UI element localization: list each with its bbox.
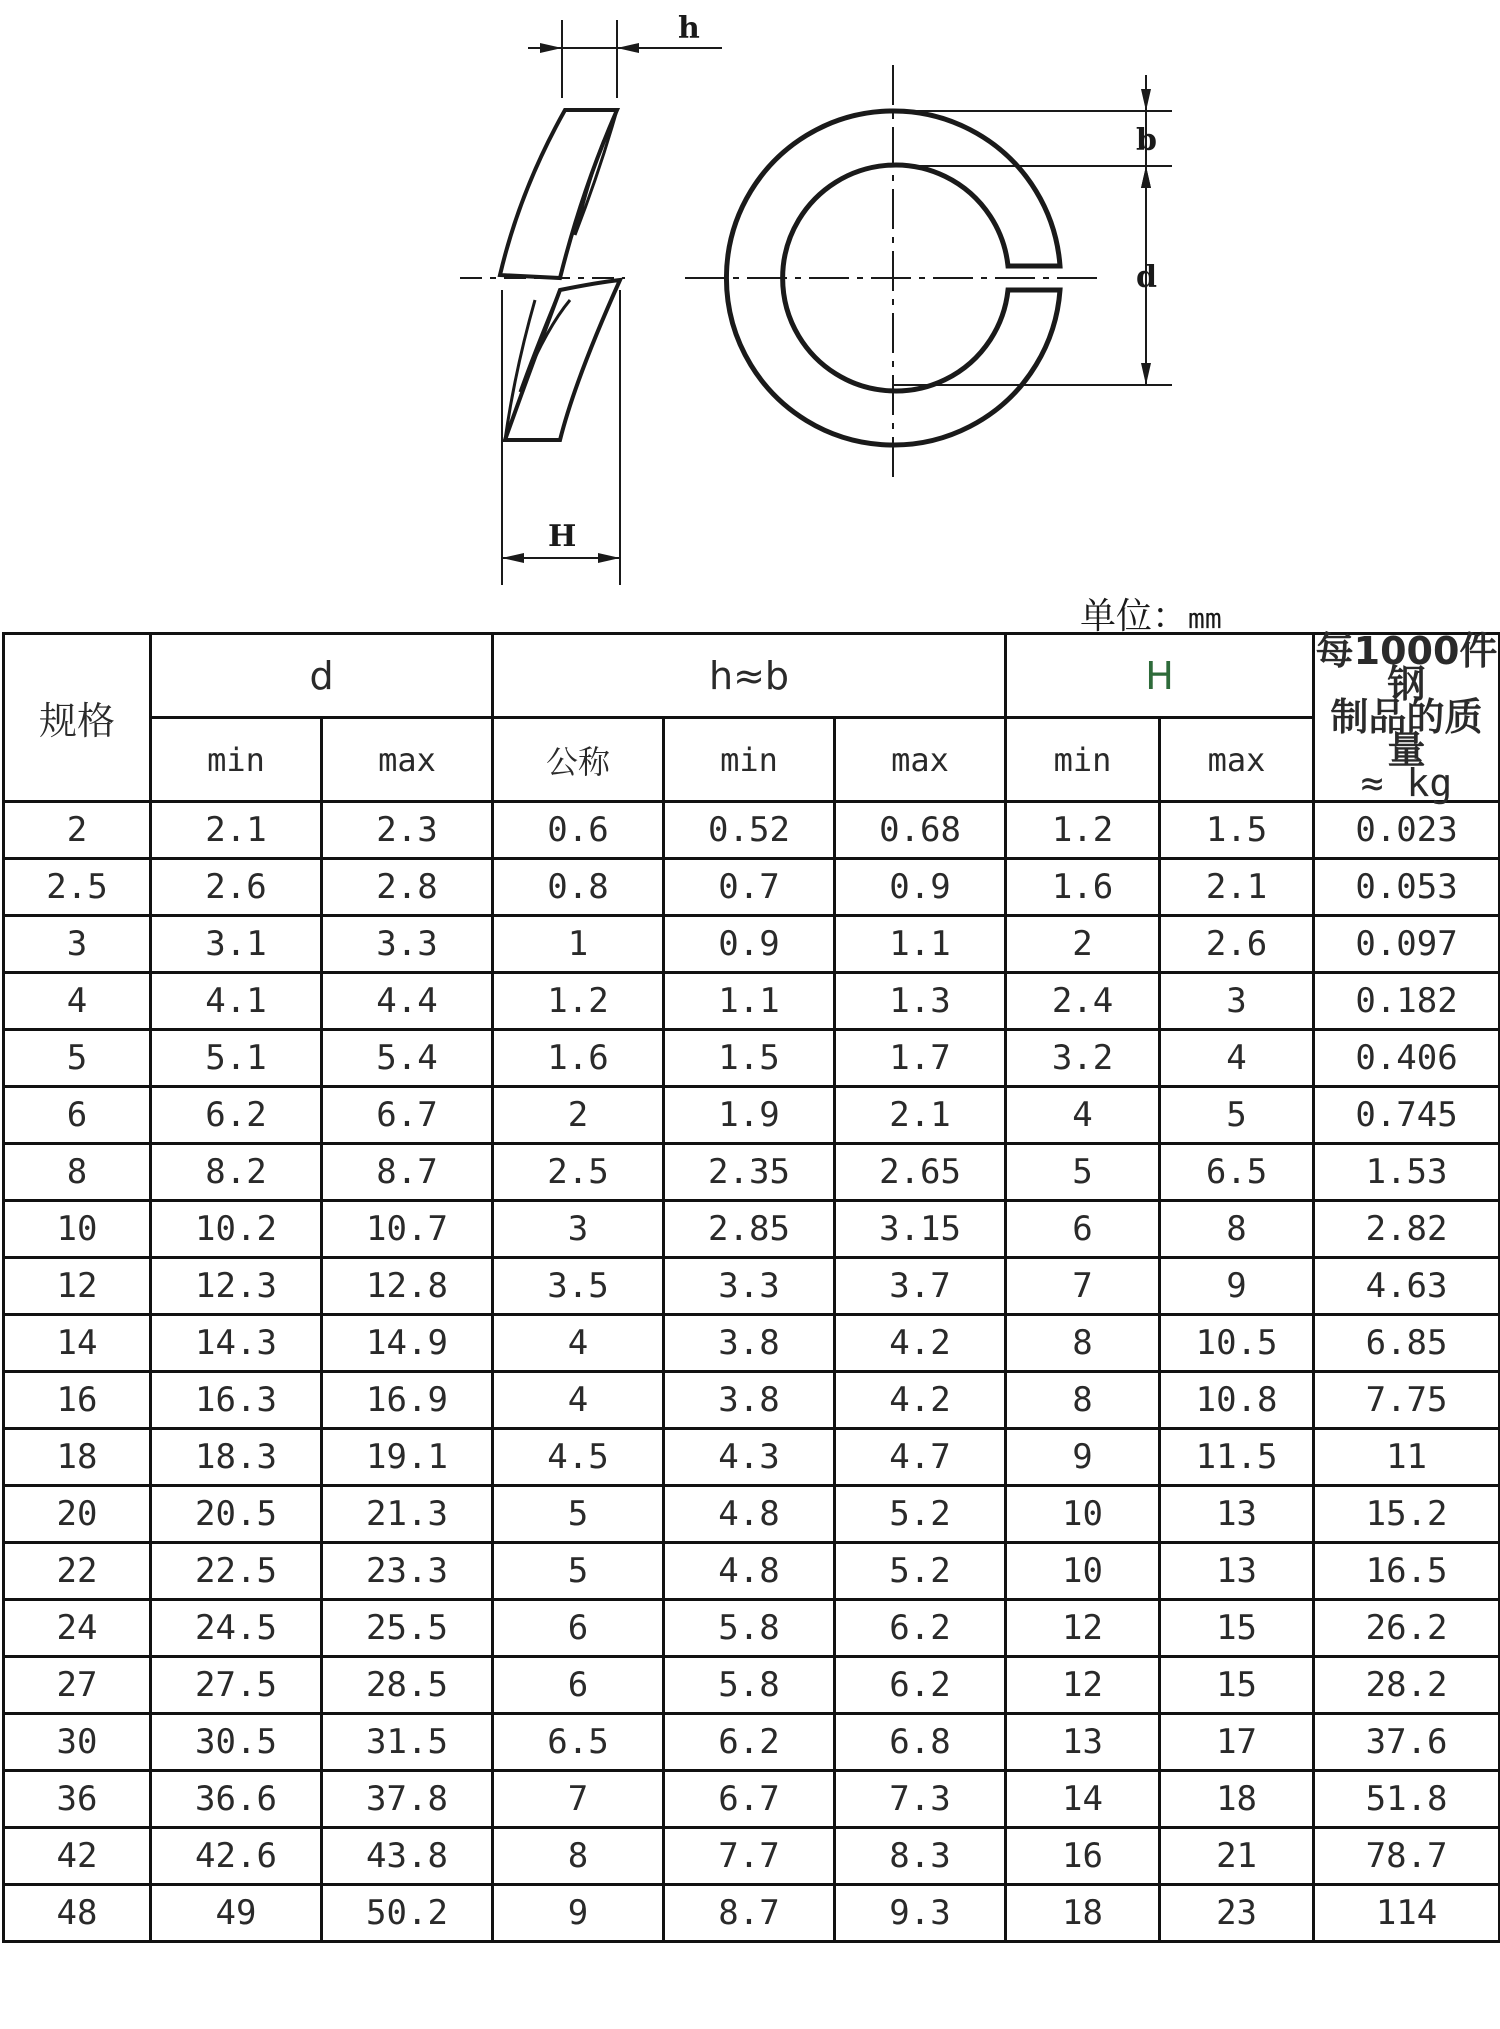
cell-H-max: 18 bbox=[1160, 1771, 1314, 1828]
cell-d-max: 50.2 bbox=[322, 1885, 493, 1942]
cell-hb-max: 3.15 bbox=[835, 1201, 1006, 1258]
cell-H-max: 17 bbox=[1160, 1714, 1314, 1771]
cell-H-min: 14 bbox=[1006, 1771, 1160, 1828]
cell-hb-nominal: 6 bbox=[493, 1657, 664, 1714]
cell-d-min: 2.6 bbox=[151, 859, 322, 916]
cell-spec: 5 bbox=[4, 1030, 151, 1087]
table-row bbox=[4, 802, 1500, 859]
cell-H-max: 23 bbox=[1160, 1885, 1314, 1942]
cell-hb-nominal: 9 bbox=[493, 1885, 664, 1942]
header-h-approx-b: h≈b bbox=[493, 634, 1006, 718]
cell-hb-nominal: 2 bbox=[493, 1087, 664, 1144]
cell-hb-min: 1.9 bbox=[664, 1087, 835, 1144]
cell-spec: 30 bbox=[4, 1714, 151, 1771]
cell-hb-min: 0.9 bbox=[664, 916, 835, 973]
cell-hb-max: 1.1 bbox=[835, 916, 1006, 973]
cell-hb-min: 1.1 bbox=[664, 973, 835, 1030]
cell-H-min: 3.2 bbox=[1006, 1030, 1160, 1087]
header-d: d bbox=[151, 634, 493, 718]
cell-H-max: 5 bbox=[1160, 1087, 1314, 1144]
h-arrow-right bbox=[617, 43, 639, 53]
cell-hb-min: 5.8 bbox=[664, 1600, 835, 1657]
cell-d-min: 14.3 bbox=[151, 1315, 322, 1372]
cell-weight: 0.023 bbox=[1314, 802, 1500, 859]
table-row bbox=[4, 1828, 1500, 1885]
header-weight-line2: 制品的质量 bbox=[1330, 695, 1483, 772]
cell-H-min: 12 bbox=[1006, 1600, 1160, 1657]
cell-d-min: 27.5 bbox=[151, 1657, 322, 1714]
cell-d-min: 42.6 bbox=[151, 1828, 322, 1885]
table-row bbox=[4, 1486, 1500, 1543]
cell-d-max: 8.7 bbox=[322, 1144, 493, 1201]
cell-hb-max: 6.2 bbox=[835, 1600, 1006, 1657]
spring-washer-drawing bbox=[0, 0, 1500, 600]
cell-d-min: 12.3 bbox=[151, 1258, 322, 1315]
cell-weight: 0.097 bbox=[1314, 916, 1500, 973]
cell-d-min: 18.3 bbox=[151, 1429, 322, 1486]
cell-H-max: 6.5 bbox=[1160, 1144, 1314, 1201]
header-hb-max: max bbox=[835, 718, 1006, 802]
cell-d-min: 8.2 bbox=[151, 1144, 322, 1201]
cell-hb-min: 4.3 bbox=[664, 1429, 835, 1486]
cell-d-min: 36.6 bbox=[151, 1771, 322, 1828]
cell-hb-nominal: 5 bbox=[493, 1543, 664, 1600]
cell-hb-min: 6.2 bbox=[664, 1714, 835, 1771]
spec-table-body bbox=[4, 802, 1500, 1942]
header-weight-line3: ≈ kg bbox=[1360, 761, 1453, 805]
cell-spec: 14 bbox=[4, 1315, 151, 1372]
cell-hb-min: 2.85 bbox=[664, 1201, 835, 1258]
cell-H-max: 13 bbox=[1160, 1486, 1314, 1543]
cell-weight: 0.053 bbox=[1314, 859, 1500, 916]
cell-hb-nominal: 3 bbox=[493, 1201, 664, 1258]
h-arrow-left bbox=[540, 43, 562, 53]
cell-H-min: 8 bbox=[1006, 1372, 1160, 1429]
header-hb-nominal: 公称 bbox=[493, 718, 664, 802]
header-weight bbox=[1314, 629, 1500, 805]
cell-d-max: 14.9 bbox=[322, 1315, 493, 1372]
cell-hb-max: 9.3 bbox=[835, 1885, 1006, 1942]
cell-H-max: 11.5 bbox=[1160, 1429, 1314, 1486]
header-hb-min: min bbox=[664, 718, 835, 802]
cell-hb-min: 3.3 bbox=[664, 1258, 835, 1315]
cell-H-min: 18 bbox=[1006, 1885, 1160, 1942]
cell-H-max: 15 bbox=[1160, 1657, 1314, 1714]
cell-H-min: 4 bbox=[1006, 1087, 1160, 1144]
cell-d-max: 23.3 bbox=[322, 1543, 493, 1600]
cell-d-min: 4.1 bbox=[151, 973, 322, 1030]
washer-side-lower bbox=[505, 280, 620, 440]
table-row bbox=[4, 859, 1500, 916]
cell-d-max: 25.5 bbox=[322, 1600, 493, 1657]
cell-hb-max: 8.3 bbox=[835, 1828, 1006, 1885]
d-arrow-top bbox=[1141, 166, 1151, 188]
cell-weight: 16.5 bbox=[1314, 1543, 1500, 1600]
cell-hb-max: 1.3 bbox=[835, 973, 1006, 1030]
cell-hb-min: 0.52 bbox=[664, 802, 835, 859]
cell-hb-max: 3.7 bbox=[835, 1258, 1006, 1315]
cell-hb-max: 2.1 bbox=[835, 1087, 1006, 1144]
unit-mm: mm bbox=[1188, 602, 1222, 635]
cell-hb-min: 2.35 bbox=[664, 1144, 835, 1201]
header-H: H bbox=[1006, 634, 1314, 718]
cell-hb-min: 4.8 bbox=[664, 1543, 835, 1600]
cell-d-min: 5.1 bbox=[151, 1030, 322, 1087]
cell-hb-max: 4.2 bbox=[835, 1315, 1006, 1372]
cell-spec: 36 bbox=[4, 1771, 151, 1828]
cell-d-max: 37.8 bbox=[322, 1771, 493, 1828]
d-arrow-bottom bbox=[1141, 363, 1151, 385]
cell-hb-max: 6.8 bbox=[835, 1714, 1006, 1771]
cell-spec: 4 bbox=[4, 973, 151, 1030]
cell-hb-nominal: 8 bbox=[493, 1828, 664, 1885]
cell-d-max: 19.1 bbox=[322, 1429, 493, 1486]
unit-prefix: 单位： bbox=[1080, 596, 1189, 637]
cell-weight: 0.745 bbox=[1314, 1087, 1500, 1144]
cell-H-min: 9 bbox=[1006, 1429, 1160, 1486]
cell-spec: 3 bbox=[4, 916, 151, 973]
cell-spec: 16 bbox=[4, 1372, 151, 1429]
table-row bbox=[4, 1372, 1500, 1429]
cell-H-max: 15 bbox=[1160, 1600, 1314, 1657]
table-row bbox=[4, 1258, 1500, 1315]
header-H-max: max bbox=[1160, 718, 1314, 802]
cell-weight: 51.8 bbox=[1314, 1771, 1500, 1828]
cell-d-min: 2.1 bbox=[151, 802, 322, 859]
cell-H-max: 4 bbox=[1160, 1030, 1314, 1087]
cell-H-min: 16 bbox=[1006, 1828, 1160, 1885]
cell-d-min: 16.3 bbox=[151, 1372, 322, 1429]
cell-spec: 48 bbox=[4, 1885, 151, 1942]
cell-weight: 2.82 bbox=[1314, 1201, 1500, 1258]
table-row bbox=[4, 1315, 1500, 1372]
cell-d-max: 28.5 bbox=[322, 1657, 493, 1714]
cell-weight: 28.2 bbox=[1314, 1657, 1500, 1714]
cell-d-max: 5.4 bbox=[322, 1030, 493, 1087]
header-H-min: min bbox=[1006, 718, 1160, 802]
cell-hb-max: 5.2 bbox=[835, 1486, 1006, 1543]
cell-hb-max: 2.65 bbox=[835, 1144, 1006, 1201]
table-row bbox=[4, 1543, 1500, 1600]
cell-weight: 6.85 bbox=[1314, 1315, 1500, 1372]
cell-weight: 1.53 bbox=[1314, 1144, 1500, 1201]
table-row bbox=[4, 1657, 1500, 1714]
cell-H-max: 10.8 bbox=[1160, 1372, 1314, 1429]
cell-weight: 4.63 bbox=[1314, 1258, 1500, 1315]
cell-hb-min: 3.8 bbox=[664, 1315, 835, 1372]
cell-hb-nominal: 6.5 bbox=[493, 1714, 664, 1771]
cell-hb-min: 4.8 bbox=[664, 1486, 835, 1543]
cell-hb-max: 7.3 bbox=[835, 1771, 1006, 1828]
cell-H-min: 6 bbox=[1006, 1201, 1160, 1258]
cell-hb-max: 1.7 bbox=[835, 1030, 1006, 1087]
cell-spec: 2 bbox=[4, 802, 151, 859]
cell-hb-max: 5.2 bbox=[835, 1543, 1006, 1600]
table-row bbox=[4, 916, 1500, 973]
table-row bbox=[4, 1201, 1500, 1258]
cell-d-min: 3.1 bbox=[151, 916, 322, 973]
cell-hb-max: 0.9 bbox=[835, 859, 1006, 916]
cell-spec: 22 bbox=[4, 1543, 151, 1600]
label-d: d bbox=[1136, 260, 1157, 295]
cell-hb-nominal: 4 bbox=[493, 1315, 664, 1372]
cell-H-max: 1.5 bbox=[1160, 802, 1314, 859]
cell-hb-nominal: 1 bbox=[493, 916, 664, 973]
cell-H-min: 1.6 bbox=[1006, 859, 1160, 916]
cell-hb-nominal: 1.2 bbox=[493, 973, 664, 1030]
cell-weight: 15.2 bbox=[1314, 1486, 1500, 1543]
cell-d-min: 24.5 bbox=[151, 1600, 322, 1657]
b-arrow-top bbox=[1141, 89, 1151, 111]
cell-d-max: 6.7 bbox=[322, 1087, 493, 1144]
table-row bbox=[4, 1087, 1500, 1144]
cell-d-max: 2.3 bbox=[322, 802, 493, 859]
cell-d-max: 4.4 bbox=[322, 973, 493, 1030]
cell-H-min: 2.4 bbox=[1006, 973, 1160, 1030]
cell-H-min: 1.2 bbox=[1006, 802, 1160, 859]
cell-hb-min: 8.7 bbox=[664, 1885, 835, 1942]
cell-weight: 37.6 bbox=[1314, 1714, 1500, 1771]
cell-H-min: 8 bbox=[1006, 1315, 1160, 1372]
table-row bbox=[4, 1771, 1500, 1828]
cell-H-min: 10 bbox=[1006, 1486, 1160, 1543]
cell-weight: 0.406 bbox=[1314, 1030, 1500, 1087]
cell-hb-min: 3.8 bbox=[664, 1372, 835, 1429]
header-spec: 规格 bbox=[4, 634, 151, 802]
cell-hb-max: 0.68 bbox=[835, 802, 1006, 859]
table-row bbox=[4, 973, 1500, 1030]
cell-H-max: 2.1 bbox=[1160, 859, 1314, 916]
cell-H-max: 21 bbox=[1160, 1828, 1314, 1885]
H-arrow-right bbox=[598, 553, 620, 563]
table-row bbox=[4, 1714, 1500, 1771]
cell-spec: 8 bbox=[4, 1144, 151, 1201]
cell-d-max: 10.7 bbox=[322, 1201, 493, 1258]
cell-H-min: 2 bbox=[1006, 916, 1160, 973]
cell-hb-max: 6.2 bbox=[835, 1657, 1006, 1714]
cell-hb-min: 7.7 bbox=[664, 1828, 835, 1885]
label-b: b bbox=[1136, 123, 1157, 158]
cell-H-min: 12 bbox=[1006, 1657, 1160, 1714]
cell-hb-min: 6.7 bbox=[664, 1771, 835, 1828]
cell-d-max: 3.3 bbox=[322, 916, 493, 973]
cell-d-max: 31.5 bbox=[322, 1714, 493, 1771]
cell-weight: 11 bbox=[1314, 1429, 1500, 1486]
cell-weight: 78.7 bbox=[1314, 1828, 1500, 1885]
label-h: h bbox=[678, 11, 700, 46]
cell-H-max: 13 bbox=[1160, 1543, 1314, 1600]
cell-hb-nominal: 7 bbox=[493, 1771, 664, 1828]
cell-spec: 24 bbox=[4, 1600, 151, 1657]
table-row bbox=[4, 1429, 1500, 1486]
cell-H-min: 10 bbox=[1006, 1543, 1160, 1600]
H-arrow-left bbox=[502, 553, 524, 563]
cell-d-max: 12.8 bbox=[322, 1258, 493, 1315]
cell-hb-nominal: 4.5 bbox=[493, 1429, 664, 1486]
cell-d-min: 10.2 bbox=[151, 1201, 322, 1258]
cell-H-min: 13 bbox=[1006, 1714, 1160, 1771]
cell-H-max: 9 bbox=[1160, 1258, 1314, 1315]
washer-side-upper bbox=[500, 110, 617, 278]
cell-hb-nominal: 3.5 bbox=[493, 1258, 664, 1315]
cell-hb-max: 4.2 bbox=[835, 1372, 1006, 1429]
cell-d-min: 30.5 bbox=[151, 1714, 322, 1771]
cell-hb-nominal: 0.6 bbox=[493, 802, 664, 859]
header-d-min: min bbox=[151, 718, 322, 802]
cell-hb-min: 5.8 bbox=[664, 1657, 835, 1714]
table-row bbox=[4, 1600, 1500, 1657]
cell-H-max: 8 bbox=[1160, 1201, 1314, 1258]
cell-spec: 6 bbox=[4, 1087, 151, 1144]
cell-weight: 26.2 bbox=[1314, 1600, 1500, 1657]
cell-spec: 27 bbox=[4, 1657, 151, 1714]
cell-hb-nominal: 1.6 bbox=[493, 1030, 664, 1087]
cell-hb-nominal: 6 bbox=[493, 1600, 664, 1657]
cell-d-min: 22.5 bbox=[151, 1543, 322, 1600]
cell-H-max: 10.5 bbox=[1160, 1315, 1314, 1372]
spring-washer-spec-table bbox=[2, 629, 1500, 1943]
cell-d-min: 20.5 bbox=[151, 1486, 322, 1543]
cell-H-min: 5 bbox=[1006, 1144, 1160, 1201]
cell-d-max: 16.9 bbox=[322, 1372, 493, 1429]
cell-spec: 20 bbox=[4, 1486, 151, 1543]
cell-d-min: 6.2 bbox=[151, 1087, 322, 1144]
cell-d-max: 2.8 bbox=[322, 859, 493, 916]
cell-spec: 2.5 bbox=[4, 859, 151, 916]
cell-H-min: 7 bbox=[1006, 1258, 1160, 1315]
table-row bbox=[4, 1885, 1500, 1942]
table-row bbox=[4, 1030, 1500, 1087]
table-row bbox=[4, 1144, 1500, 1201]
cell-weight: 7.75 bbox=[1314, 1372, 1500, 1429]
cell-hb-max: 4.7 bbox=[835, 1429, 1006, 1486]
cell-hb-min: 0.7 bbox=[664, 859, 835, 916]
cell-H-max: 3 bbox=[1160, 973, 1314, 1030]
cell-spec: 12 bbox=[4, 1258, 151, 1315]
cell-spec: 42 bbox=[4, 1828, 151, 1885]
cell-spec: 18 bbox=[4, 1429, 151, 1486]
cell-spec: 10 bbox=[4, 1201, 151, 1258]
label-H: H bbox=[548, 519, 577, 554]
cell-hb-nominal: 2.5 bbox=[493, 1144, 664, 1201]
header-d-max: max bbox=[322, 718, 493, 802]
cell-hb-nominal: 0.8 bbox=[493, 859, 664, 916]
cell-weight: 114 bbox=[1314, 1885, 1500, 1942]
cell-hb-min: 1.5 bbox=[664, 1030, 835, 1087]
cell-H-max: 2.6 bbox=[1160, 916, 1314, 973]
cell-d-min: 49 bbox=[151, 1885, 322, 1942]
cell-weight: 0.182 bbox=[1314, 973, 1500, 1030]
cell-d-max: 21.3 bbox=[322, 1486, 493, 1543]
cell-d-max: 43.8 bbox=[322, 1828, 493, 1885]
cell-hb-nominal: 5 bbox=[493, 1486, 664, 1543]
header-weight-line1: 每1000件钢 bbox=[1315, 629, 1498, 706]
cell-hb-nominal: 4 bbox=[493, 1372, 664, 1429]
